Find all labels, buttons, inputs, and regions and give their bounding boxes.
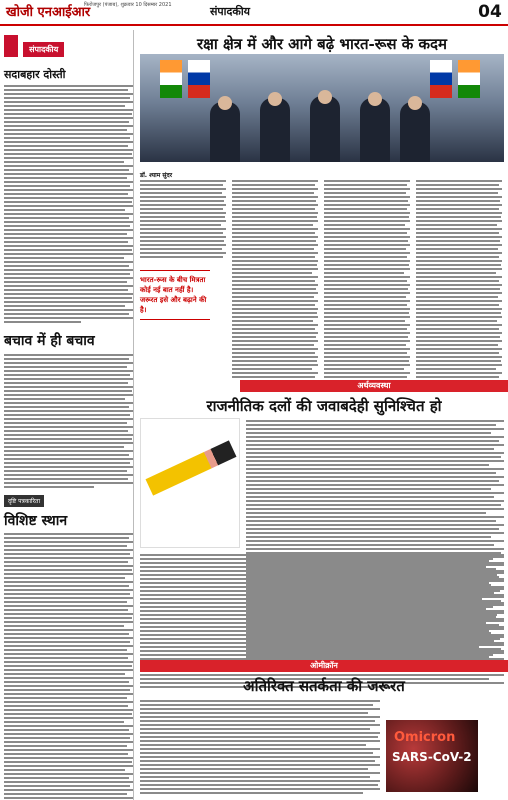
section2-headline: राजनीतिक दलों की जवाबदेही सुनिश्चित हो bbox=[206, 397, 442, 415]
section3-body bbox=[140, 700, 380, 794]
dateline: फिरोजपुर (पंजाब), शुक्रवार 10 दिसम्बर 2021 bbox=[84, 2, 172, 8]
left-headline-3: विशिष्ट स्थान bbox=[4, 513, 68, 529]
lead-photo bbox=[140, 54, 504, 162]
main-headline: रक्षा क्षेत्र में और आगे बढ़े भारत-रूस के कदम bbox=[197, 35, 447, 53]
article-byline: डॉ. श्याम सुंदर bbox=[140, 172, 173, 179]
left-body-1 bbox=[4, 85, 133, 323]
editorial-tag: संपादकीय bbox=[23, 42, 64, 57]
masthead bbox=[0, 0, 508, 26]
left-body-3 bbox=[4, 533, 133, 800]
brand-logo: खोजी एनआईआर bbox=[6, 5, 91, 20]
left-headline-2: बचाव में ही बचाव bbox=[4, 333, 95, 349]
pull-quote: भारत-रूस के बीच मित्रता कोई नई बात नहीं है। जरूरत इसे और बढ़ाने की है। bbox=[140, 270, 210, 320]
cartoon-illustration bbox=[140, 418, 240, 548]
main-article bbox=[140, 30, 504, 400]
omicron-virus-image bbox=[386, 720, 478, 792]
page-number: 04 bbox=[472, 0, 508, 24]
sars-label: SARS-CoV-2 bbox=[392, 750, 472, 764]
pencil-icon bbox=[146, 440, 237, 495]
section-bar-omicron: ओमीक्रॉन bbox=[140, 660, 508, 672]
tag-accent-bar bbox=[4, 35, 18, 57]
column-badge: दृष्टि पत्रकारिता bbox=[4, 495, 44, 507]
section-bar-economy: अर्थव्यवस्था bbox=[240, 380, 508, 392]
section3-headline: अतिरिक्त सतर्कता की जरूरत bbox=[243, 677, 405, 695]
left-body-2 bbox=[4, 354, 133, 488]
left-column bbox=[4, 30, 134, 800]
left-headline-1: सदाबहार दोस्ती bbox=[4, 68, 66, 81]
section-heading: संपादकीय bbox=[210, 5, 251, 18]
omicron-label: Omicron bbox=[394, 730, 456, 745]
